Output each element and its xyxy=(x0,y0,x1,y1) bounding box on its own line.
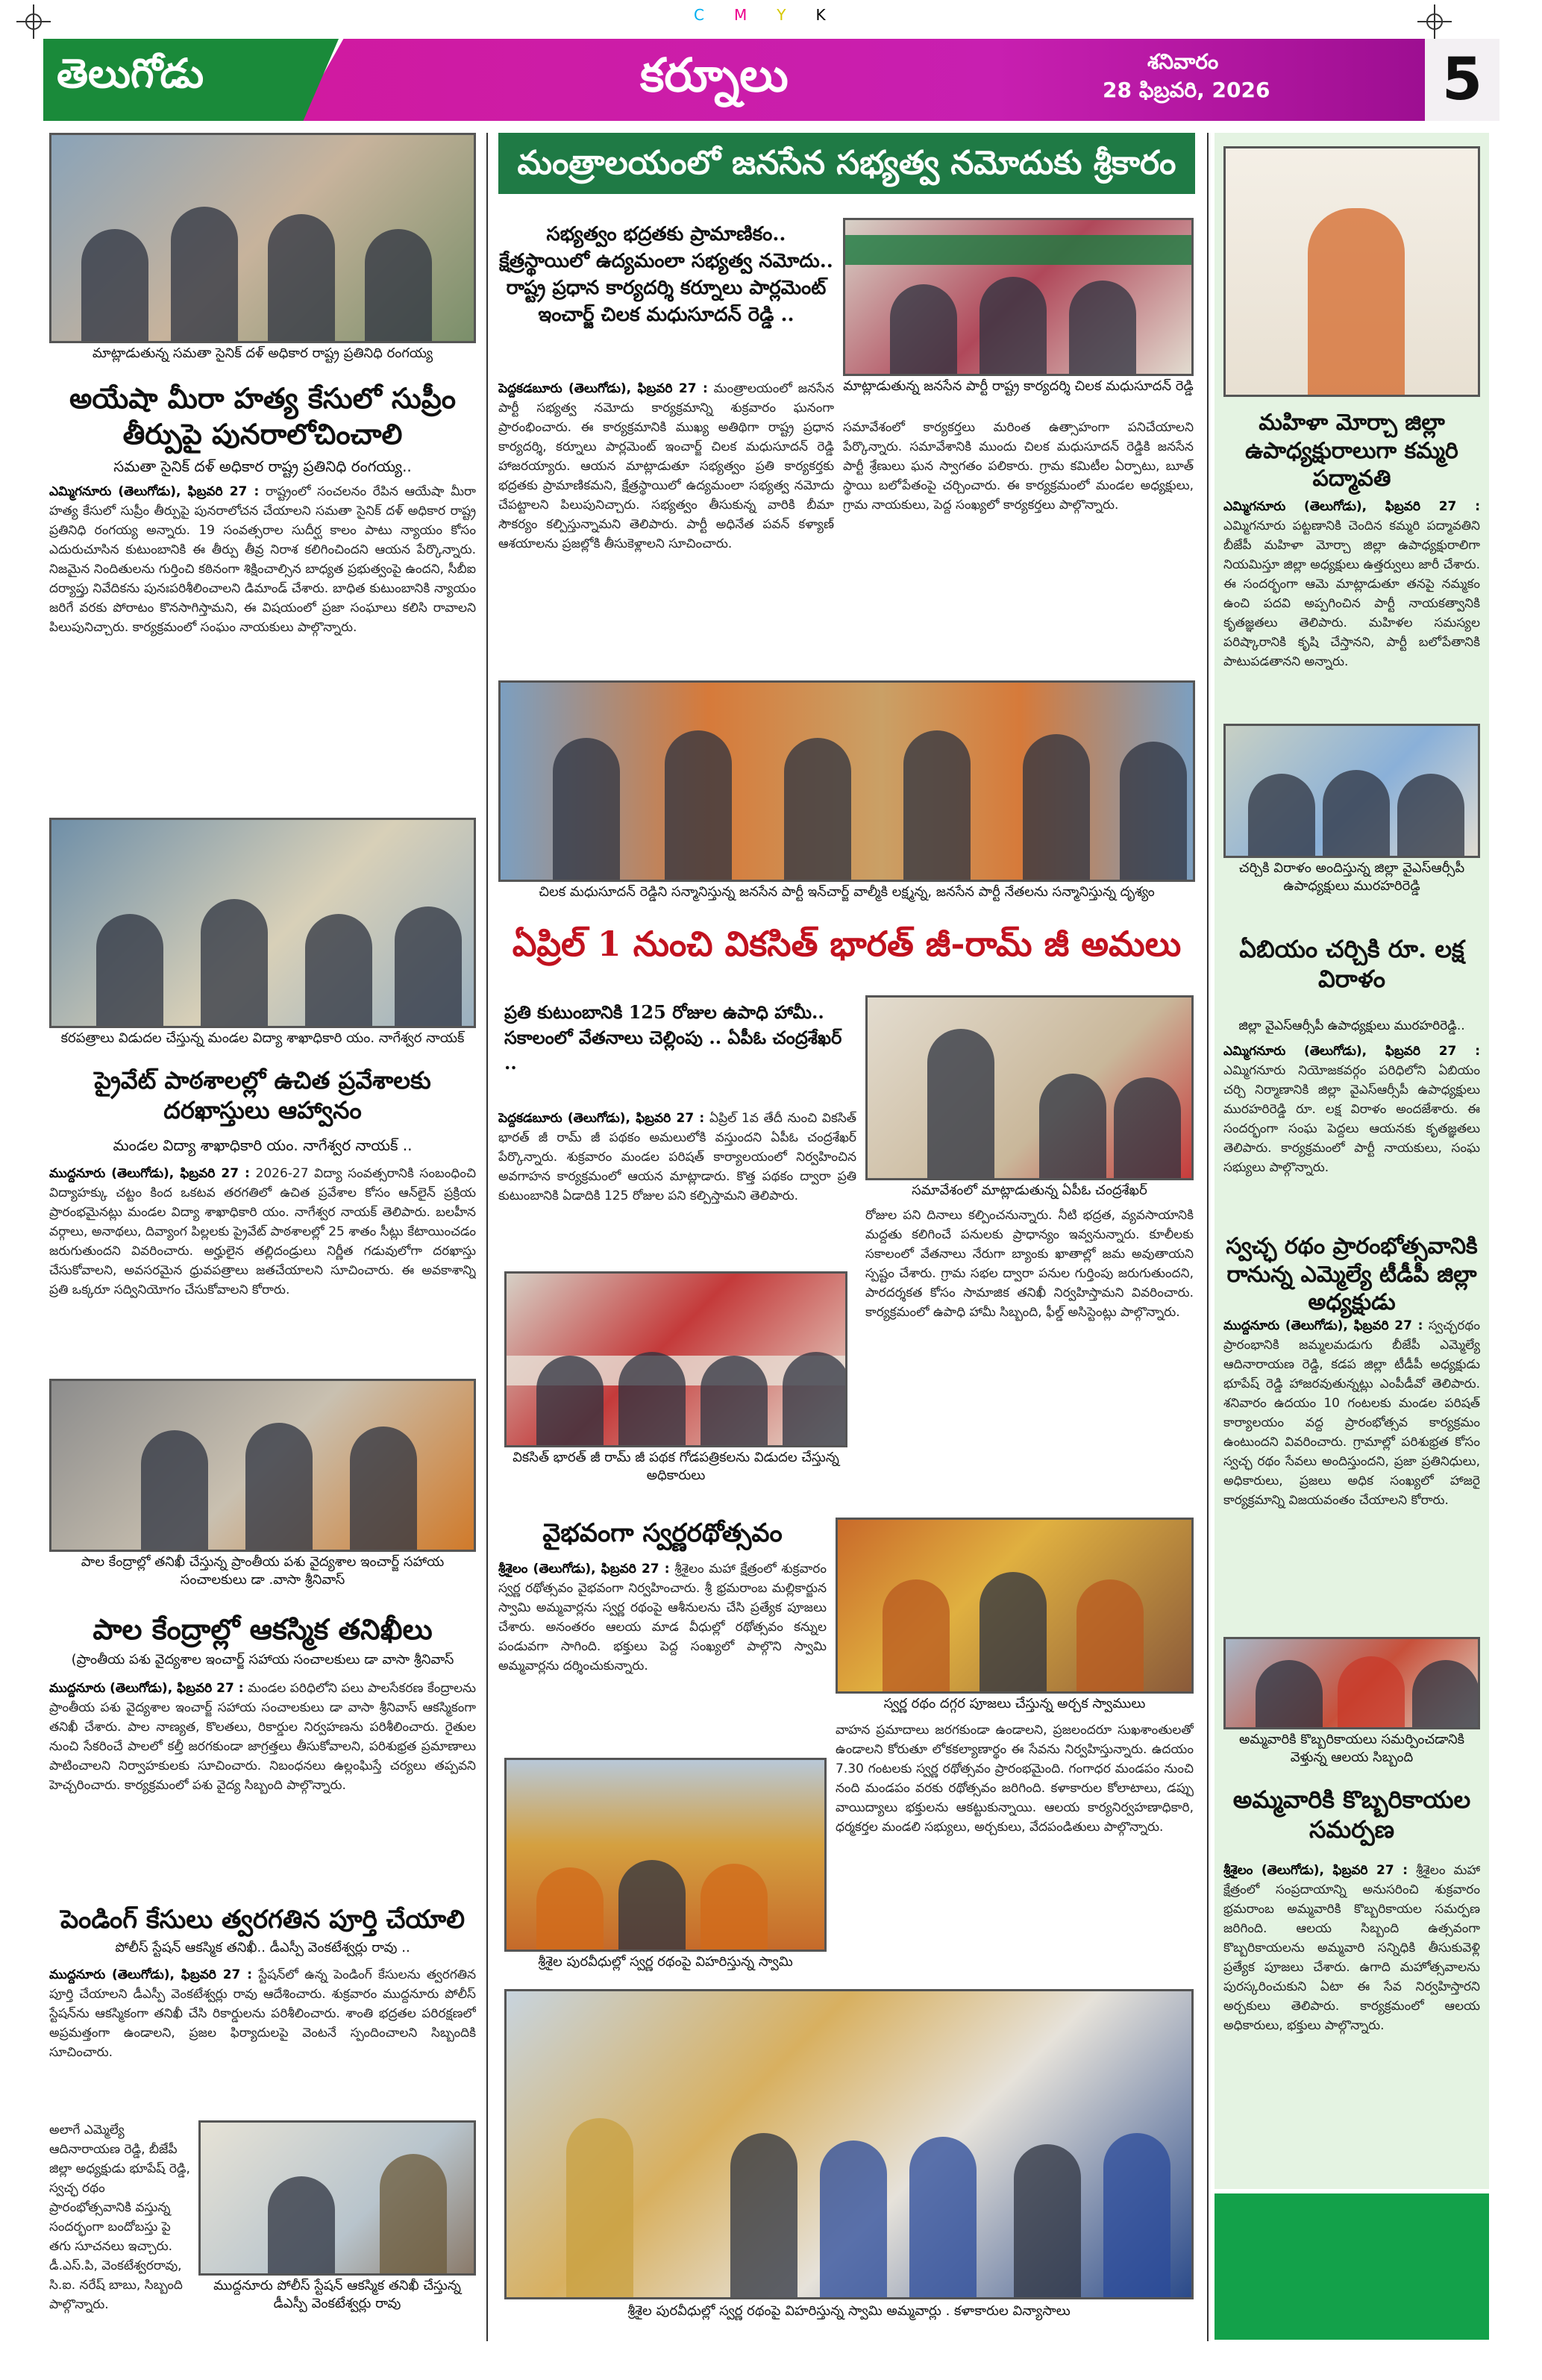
photo-coconut-offering xyxy=(1223,1637,1480,1729)
article-text: శ్రీశైలం మహా క్షేత్రంలో సంప్రదాయాన్ని అనుసరించి శుక్రవారం భ్రమరాంబ అమ్మవారికి కొబ్బరికాయల సమర్పణ జరిగింది. ఆలయ సిబ్బంది ఉత్సవంగా కొబ్బరికాయలను అమ్మవారి సన్నిధికి తీసుకువెళ్లి ప్రత్యేక పూజలు చేశారు. ఉగాది మహోత్సవాలను పురస్కరించుకుని ఏటా ఈ సేవ నిర్వహిస్తారని అర్చకులు తెలిపారు. కార్యక్రమంలో ఆలయ అధికారులు, భక్తులు పాల్గొన్నారు. xyxy=(1223,1863,1480,2033)
page-number: 5 xyxy=(1425,39,1499,121)
article-text: 2026-27 విద్యా సంవత్సరానికి సంబంధించి విద్యాహక్కు చట్టం కింద ఒకటవ తరగతిలో ఉచిత ప్రవేశాల కోసం ఆన్‌లైన్ ప్రక్రియ ప్రారంభమైనట్లు మండల విద్యా శాఖాధికారి యం. నాగేశ్వర నాయక్ తెలిపారు. బలహీన వర్గాలు, అనాథలు, దివ్యాంగ పిల్లలకు ప్రైవేట్ పాఠశాలల్లో 25 శాతం సీట్లు కేటాయించడం జరుగుతుందని వివరించారు. అర్హులైన తల్లిదండ్రులు నిర్ణీత గడువులోగా దరఖాస్తు చేసుకోవాలని, అవసరమైన ధ్రువపత్రాలు జతచేయాలని సూచించారు. ఈ అవకాశాన్ని ప్రతి ఒక్కరూ సద్వినియోగం చేసుకోవాలని కోరారు. xyxy=(49,1166,476,1297)
dateline: ఎమ్మిగనూరు (తెలుగోడు), ఫిబ్రవరి 27 : xyxy=(49,484,260,499)
headline: మహిళా మోర్చా జిల్లా ఉపాధ్యక్షురాలుగా కమ్మరి పద్మావతి xyxy=(1245,410,1458,492)
photo-caption: వికసిత్ భారత్ జీ రామ్ జీ పథక గోడపత్రికలను విడుదల చేస్తున్న అధికారులు xyxy=(504,1449,847,1485)
photo-caption: అమ్మవారికి కొబ్బరికాయలు సమర్పించడానికి వెళ్తున్న ఆలయ సిబ్బంది xyxy=(1238,1732,1465,1765)
photo-apo-meeting xyxy=(865,995,1194,1180)
registration-mark-left xyxy=(16,4,51,39)
banner-headline: మంత్రాలయంలో జనసేన సభ్యత్వ నమోదుకు శ్రీకారం xyxy=(498,133,1195,194)
article-body-continued: వాహన ప్రమాదాలు జరగకుండా ఉండాలని, ప్రజలందరూ సుఖశాంతులతో ఉండాలని కోరుతూ లోకకల్యాణార్థం ఈ సేవను నిర్వహిస్తున్నారు. ఉదయం 7.30 గంటలకు స్వర్ణ రథోత్సవం ప్రారంభమైంది. గంగాధర మండపం నుంచి నంది మండపం వరకు రథోత్సవం జరిగింది. కళాకారుల కోలాటాలు, డప్పు వాయిద్యాలు భక్తులను ఆకట్టుకున్నాయి. ఆలయ కార్యనిర్వహణాధికారి, ధర్మకర్తల మండలి సభ్యులు, అర్చకులు, వేదపండితులు పాల్గొన్నారు. xyxy=(836,1723,1194,1835)
section-title: కర్నూలు xyxy=(640,48,789,102)
photo-caption: మాట్లాడుతున్న సమతా సైనిక్ దళ్ అధికార రాష్ట్ర ప్రతినిధి రంగయ్య xyxy=(49,345,476,363)
photo-caption: పాల కేంద్రాల్లో తనిఖీ చేస్తున్న ప్రాంతీయ పశు వైద్యశాల ఇంచార్జ్ సహాయ సంచాలకులు డా .వాసా శ్రీనివాస్ xyxy=(49,1553,476,1589)
headline: స్వచ్ఛ రథం ప్రారంభోత్సవానికి రానున్న ఎమ్మెల్యే టీడీపీ జిల్లా అధ్యక్షుడు xyxy=(1226,1233,1478,1315)
photo-caption: చర్చికి విరాళం అందిస్తున్న జిల్లా వైఎస్ఆర్సీపీ ఉపాధ్యక్షులు మురహరిరెడ్డి xyxy=(1238,860,1465,894)
banner-headline: ఏప్రిల్ 1 నుంచి వికసిత్ భారత్ జీ-రామ్ జీ అమలు xyxy=(512,924,1182,964)
article-text: స్వచ్ఛరథం ప్రారంభానికి జమ్మలమడుగు బీజేపీ ఎమ్మెల్యే ఆదినారాయణ రెడ్డి, కడప జిల్లా టీడీపీ అధ్యక్షుడు భూపేష్ రెడ్డి హాజరవుతున్నట్లు ఎంపీడీవో తెలిపారు. శనివారం ఉదయం 10 గంటలకు మండల పరిషత్ కార్యాలయం వద్ద ప్రారంభోత్సవ కార్యక్రమం ఉంటుందని వివరించారు. గ్రామాల్లో పరిశుభ్రత కోసం స్వచ్ఛ రథం సేవలు అందిస్తుందని, ప్రజా ప్రతినిధులు, అధికారులు, ప్రజలు అధిక సంఖ్యలో హాజరై కార్యక్రమాన్ని విజయవంతం చేయాలని కోరారు. xyxy=(1223,1318,1480,1508)
photo-pamphlet-release xyxy=(49,818,476,1028)
cmyk-strip xyxy=(694,6,856,24)
dateline: శ్రీశైలం (తెలుగోడు), ఫిబ్రవరి 27 : xyxy=(1223,1863,1408,1878)
article-side-text: అలాగే ఎమ్మెల్యే ఆదినారాయణ రెడ్డి, బీజేపీ జిల్లా అధ్యక్షుడు భూపేష్ రెడ్డి, స్వచ్ఛ రథం ప్రారంభోత్సవానికి వస్తున్న సందర్భంగా బందోబస్తు పై తగు సూచనలు ఇచ్చారు. డీ.ఎస్.పి, వెంకటేశ్వరరావు, సి.ఐ. నరేష్ బాబు, సిబ్బంది పాల్గొన్నారు. xyxy=(49,2123,190,2312)
photo-caption: కరపత్రాలు విడుదల చేస్తున్న మండల విద్యా శాఖాధికారి యం. నాగేశ్వర నాయక్ xyxy=(49,1030,476,1047)
headline: అయేషా మీరా హత్య కేసులో సుప్రీం తీర్పుపై పునరాలోచించాలి xyxy=(69,381,457,451)
photo-caption: సమావేశంలో మాట్లాడుతున్న ఏపీఓ చంద్రశేఖర్ xyxy=(865,1182,1194,1200)
dateline: పెద్దకడబూరు (తెలుగోడు), ఫిబ్రవరి 27 : xyxy=(498,1111,705,1126)
dateline: ముద్దనూరు (తెలుగోడు), ఫిబ్రవరి 27 : xyxy=(49,1967,253,1982)
subheadline: పోలీస్ స్టేషన్ ఆకస్మిక తనిఖీ.. డీఎస్పీ వెంకటేశ్వర్లు రావు .. xyxy=(115,1940,410,1955)
article-text: స్టేషన్‌లో ఉన్న పెండింగ్ కేసులను త్వరగతిన పూర్తి చేయాలని డీఎస్పీ వెంకటేశ్వర్లు రావు ఆదేశించారు. శుక్రవారం ముద్దనూరు పోలీస్ స్టేషన్‌ను ఆకస్మికంగా తనిఖీ చేసి రికార్డులను పరిశీలించారు. శాంతి భద్రతల పరిరక్షణలో అప్రమత్తంగా ఉండాలని, ప్రజల ఫిర్యాదులపై వెంటనే స్పందించాలని సిబ్బందికి సూచించారు. xyxy=(49,1967,476,2060)
dateline: ముద్దనూరు (తెలుగోడు), ఫిబ్రవరి 27 : xyxy=(49,1166,250,1181)
article-text: మంత్రాలయంలో జనసేన పార్టీ సభ్యత్వ నమోదు కార్యక్రమాన్ని శుక్రవారం ఘనంగా ప్రారంభించారు. ఈ కార్యక్రమానికి ముఖ్య అతిథిగా రాష్ట్ర ప్రధాన కార్యదర్శి, కర్నూలు పార్లమెంట్ ఇంచార్జ్ చిలక మధుసూదన్ రెడ్డి హాజరయ్యారు. ఆయన మాట్లాడుతూ సభ్యత్వం ప్రతి కార్యకర్తకు భద్రతకు ప్రామాణికమని, క్షేత్రస్థాయిలో ఉద్యమంలా సభ్యత్వ నమోదు చేపట్టాలని పిలుపునిచ్చారు. సభ్యత్వం తీసుకున్న వారికి బీమా సౌకర్యం కల్పిస్తున్నామని తెలిపారు. పార్టీ అధినేత పవన్ కళ్యాణ్ ఆశయాలను ప్రజల్లోకి తీసుకెళ్లాలని సూచించారు. xyxy=(498,381,834,551)
photo-milk-center xyxy=(49,1379,476,1552)
masthead xyxy=(43,39,1499,121)
photo-caption: శ్రీశైల పురవీధుల్లో స్వర్ణ రథంపై విహరిస్తున్న స్వామి xyxy=(504,1953,827,1971)
photo-caption: స్వర్ణ రథం దగ్గర పూజలు చేస్తున్న అర్చక స్వాములు xyxy=(836,1695,1194,1713)
article-text: శ్రీశైలం మహా క్షేత్రంలో శుక్రవారం స్వర్ణ రథోత్సవం వైభవంగా నిర్వహించారు. శ్రీ భ్రమరాంబ మల్లికార్జున స్వామి అమ్మవార్లను స్వర్ణ రథంపై ఆశీనులను చేసి ప్రత్యేక పూజలు చేశారు. అనంతరం ఆలయ మాడ వీధుల్లో రథోత్సవం కన్నుల పండువగా సాగింది. భక్తులు పెద్ద సంఖ్యలో పాల్గొని స్వామి అమ్మవార్లను దర్శించుకున్నారు. xyxy=(498,1562,827,1673)
photo-padmavathi-portrait xyxy=(1223,146,1480,397)
subheadline: మండల విద్యా శాఖాధికారి యం. నాగేశ్వర నాయక్ .. xyxy=(113,1136,413,1154)
article-text: మండల పరిధిలోని పలు పాలసేకరణ కేంద్రాలను ప్రాంతీయ పశు వైద్యశాల ఇంచార్జ్ సహాయ సంచాలకులు డా వాసా శ్రీనివాస్ ఆకస్మికంగా తనిఖీ చేశారు. పాల నాణ్యత, కొలతలు, రికార్డుల నిర్వహణను పరిశీలించారు. రైతుల నుంచి సేకరించే పాలలో కల్తీ జరగకుండా జాగ్రత్తలు తీసుకోవాలని, పరిశుభ్రత ప్రమాణాలు పాటించాలని నిర్వాహకులకు సూచించారు. నిబంధనలు ఉల్లంఘిస్తే చర్యలు తప్పవని హెచ్చరించారు. కార్యక్రమంలో పశు వైద్య సిబ్బంది పాల్గొన్నారు. xyxy=(49,1681,476,1793)
headline: పెండింగ్ కేసులు త్వరగతిన పూర్తి చేయాలి xyxy=(60,1905,466,1935)
deck: సభ్యత్వం భద్రతకు ప్రామాణికం.. క్షేత్రస్థాయిలో ఉద్యమంలా సభ్యత్వ నమోదు.. రాష్ట్ర ప్రధాన కార్యదర్శి కర్నూలు పార్లమెంట్ ఇంచార్జ్ చిలక మధుసూదన్ రెడ్డి .. xyxy=(499,223,833,326)
photo-press-meet xyxy=(49,133,476,343)
cmyk-k: K xyxy=(815,6,856,24)
brand-logo: తెలుగోడు xyxy=(57,49,204,97)
article-text: రాష్ట్రంలో సంచలనం రేపిన ఆయేషా మీరా హత్య కేసులో సుప్రీం తీర్పుపై పునరాలోచన చేయాలని సమతా సైనిక్ దళ్ అధికార రాష్ట్ర ప్రతినిధి రంగయ్య అన్నారు. 19 సంవత్సరాల సుదీర్ఘ కాలం పాటు న్యాయం కోసం ఎదురుచూసిన కుటుంబానికి ఈ తీర్పు తీవ్ర నిరాశ కలిగించిందని ఆయన పేర్కొన్నారు. నిజమైన నిందితులను గుర్తించి కఠినంగా శిక్షించాల్సిన బాధ్యత ప్రభుత్వంపై ఉందని, సీబీఐ దర్యాప్తు నివేదికను పునఃపరిశీలించాలని డిమాండ్ చేశారు. బాధిత కుటుంబానికి న్యాయం జరిగే వరకు పోరాటం కొనసాగిస్తామని, ఈ విషయంలో ప్రజా సంఘాలు కలిసి రావాలని పిలుపునిచ్చారు. కార్యక్రమంలో సంఘం నాయకులు పాల్గొన్నారు. xyxy=(49,484,476,635)
article-body xyxy=(49,1679,476,1895)
subheadline: సమతా సైనిక్ దళ్ అధికార రాష్ట్ర ప్రతినిధి రంగయ్య.. xyxy=(113,457,412,475)
article-body xyxy=(49,1965,476,2114)
article-body-continued: సమావేశంలో కార్యకర్తలు మరింత ఉత్సాహంగా పనిచేయాలని పేర్కొన్నారు. సమావేశానికి ముందు చిలక మధుసూదన్ రెడ్డికి జనసేన పార్టీ శ్రేణులు ఘన స్వాగతం పలికారు. గ్రామ కమిటీల ఏర్పాటు, బూత్ స్థాయి బలోపేతంపై చర్చించారు. ఈ కార్యక్రమంలో మండల అధ్యక్షులు, గ్రామ నాయకులు, పెద్ద సంఖ్యలో కార్యకర్తలు పాల్గొన్నారు. xyxy=(843,420,1194,513)
headline: పాల కేంద్రాల్లో ఆకస్మిక తనిఖీలు xyxy=(93,1612,433,1646)
article-body xyxy=(498,379,834,671)
registration-mark-right xyxy=(1417,4,1452,39)
headline: ఏబియం చర్చికి రూ. లక్ష విరాళం xyxy=(1239,935,1464,993)
subheadline: (ప్రాంతీయ పశు వైద్యశాల ఇంచార్జ్ సహాయ సంచాలకులు డా వాసా శ్రీనివాస్ xyxy=(71,1652,454,1667)
dateline: ఎమ్మిగనూరు (తెలుగోడు), ఫిబ్రవరి 27 : xyxy=(1223,499,1480,514)
dateline: శ్రీశైలం (తెలుగోడు), ఫిబ్రవరి 27 : xyxy=(498,1562,670,1576)
article-body xyxy=(49,1164,476,1371)
photo-caption: ముద్దనూరు పోలీస్ స్టేషన్ ఆకస్మిక తనిఖీ చేస్తున్న డీఎస్పీ వెంకటేశ్వర్లు రావు xyxy=(198,2277,476,2313)
photo-chariot-puja xyxy=(836,1518,1194,1694)
photo-felicitation xyxy=(498,680,1195,882)
photo-janasena-speech xyxy=(843,218,1194,376)
dateline: ఎమ్మిగనూరు (తెలుగోడు), ఫిబ్రవరి 27 : xyxy=(1223,1044,1480,1059)
article-body-continued: రోజుల పని దినాలు కల్పించనున్నారు. నీటి భద్రత, వ్యవసాయానికి మద్దతు కలిగించే పనులకు ప్రాధాన్యం ఇవ్వనున్నారు. కూలీలకు సకాలంలో వేతనాలు నేరుగా బ్యాంకు ఖాతాల్లో జమ అవుతాయని స్పష్టం చేశారు. గ్రామ సభల ద్వారా పనుల గుర్తింపు జరుగుతుందని, పారదర్శకత కోసం సామాజిక తనిఖీ నిర్వహిస్తామని వివరించారు. కార్యక్రమంలో ఉపాధి హామీ సిబ్బంది, ఫీల్డ్ అసిస్టెంట్లు పాల్గొన్నారు. xyxy=(865,1208,1194,1320)
article-body xyxy=(1223,1316,1480,1628)
article-text: ఎమ్మిగనూరు నియోజకవర్గం పరిధిలోని ఏబియం చర్చి నిర్మాణానికి జిల్లా వైఎస్ఆర్సీపీ ఉపాధ్యక్షులు మురహరిరెడ్డి రూ. లక్ష విరాళం అందజేశారు. ఈ సందర్భంగా సంఘ పెద్దలు ఆయనకు కృతజ్ఞతలు తెలిపారు. కార్యక్రమంలో పార్టీ నాయకులు, సంఘ సభ్యులు పాల్గొన్నారు. xyxy=(1223,1063,1480,1175)
ad-space-strip xyxy=(1215,2193,1489,2340)
masthead-bar xyxy=(297,39,1461,121)
issue-date-text: 28 ఫిబ్రవరి, 2026 xyxy=(1103,78,1270,102)
issue-date xyxy=(1103,48,1270,104)
dateline: పెద్దకడబూరు (తెలుగోడు), ఫిబ్రవరి 27 : xyxy=(498,381,708,396)
article-body xyxy=(1223,1861,1480,2185)
article-body xyxy=(1223,1042,1480,1216)
deck: ప్రతి కుటుంబానికి 125 రోజుల ఉపాధి హామీ.. సకాలంలో వేతనాలు చెల్లింపు .. ఏపీఓ చంద్రశేఖర్ .. xyxy=(504,1001,842,1074)
article-body xyxy=(498,1559,827,1752)
cmyk-c: C xyxy=(694,6,734,24)
headline: ప్రైవేట్ పాఠశాలల్లో ఉచిత ప్రవేశాలకు దరఖాస్తులు ఆహ్వానం xyxy=(94,1066,431,1124)
photo-caption: మాట్లాడుతున్న జనసేన పార్టీ రాష్ట్ర కార్యదర్శి చిలక మధుసూదన్ రెడ్డి xyxy=(843,378,1194,394)
article-text: ఎమ్మిగనూరు పట్టణానికి చెందిన కమ్మరి పద్మావతిని బీజేపీ మహిళా మోర్చా జిల్లా ఉపాధ్యక్షురాలిగా నియమిస్తూ జిల్లా అధ్యక్షులు ఉత్తర్వులు జారీ చేశారు. ఈ సందర్భంగా ఆమె మాట్లాడుతూ తనపై నమ్మకం ఉంచి పదవి అప్పగించిన పార్టీ నాయకత్వానికి కృతజ్ఞతలు తెలిపారు. మహిళల సమస్యల పరిష్కారానికి కృషి చేస్తానని, పార్టీ బలోపేతానికి పాటుపడతానని అన్నారు. xyxy=(1223,519,1480,669)
article-text: ఏప్రిల్ 1వ తేదీ నుంచి వికసిత్ భారత్ జీ రామ్ జీ పథకం అమలులోకి వస్తుందని ఏపీఓ చంద్రశేఖర్ పేర్కొన్నారు. శుక్రవారం మండల పరిషత్ కార్యాలయంలో నిర్వహించిన అవగాహన కార్యక్రమంలో ఆయన మాట్లాడారు. కొత్త పథకం ద్వారా ప్రతి కుటుంబానికి ఏడాదికి 125 రోజుల పని కల్పిస్తామని తెలిపారు. xyxy=(498,1111,856,1203)
column-rule-2 xyxy=(1207,133,1209,2341)
photo-chariot-procession xyxy=(504,1758,827,1952)
headline: అమ్మవారికి కొబ్బరికాయల సమర్పణ xyxy=(1232,1785,1471,1844)
column-rule-1 xyxy=(486,133,488,2341)
article-body xyxy=(498,1109,856,1265)
headline: వైభవంగా స్వర్ణరథోత్సవం xyxy=(542,1518,783,1548)
cmyk-y: Y xyxy=(777,6,816,24)
issue-day: శనివారం xyxy=(1147,49,1219,74)
article-body xyxy=(49,482,476,810)
photo-poster-release xyxy=(504,1271,847,1447)
article-body xyxy=(1223,497,1480,710)
photo-caption: శ్రీశైల పురవీధుల్లో స్వర్ణ రథంపై విహరిస్తున్న స్వామి అమ్మవార్లు . కళాకారుల విన్యాసాలు xyxy=(504,2302,1194,2320)
photo-caption: చిలక మధుసూదన్ రెడ్డిని సన్మానిస్తున్న జనసేన పార్టీ ఇన్‌చార్జ్ వాల్మీకి లక్ష్మన్న, జనసేన పార్టీ నేతలను సన్మానిస్తున్న దృశ్యం xyxy=(498,883,1195,901)
photo-street-festival xyxy=(504,1989,1194,2299)
photo-police-station xyxy=(198,2120,476,2276)
photo-church-donation xyxy=(1223,724,1480,858)
dateline: ముద్దనూరు (తెలుగోడు), ఫిబ్రవరి 27 : xyxy=(1223,1318,1423,1333)
subheadline: జిల్లా వైఎస్ఆర్సీపీ ఉపాధ్యక్షులు మురహరిరెడ్డి.. xyxy=(1238,1018,1465,1033)
dateline: ముద్దనూరు (తెలుగోడు), ఫిబ్రవరి 27 : xyxy=(49,1681,244,1696)
cmyk-m: M xyxy=(733,6,777,24)
